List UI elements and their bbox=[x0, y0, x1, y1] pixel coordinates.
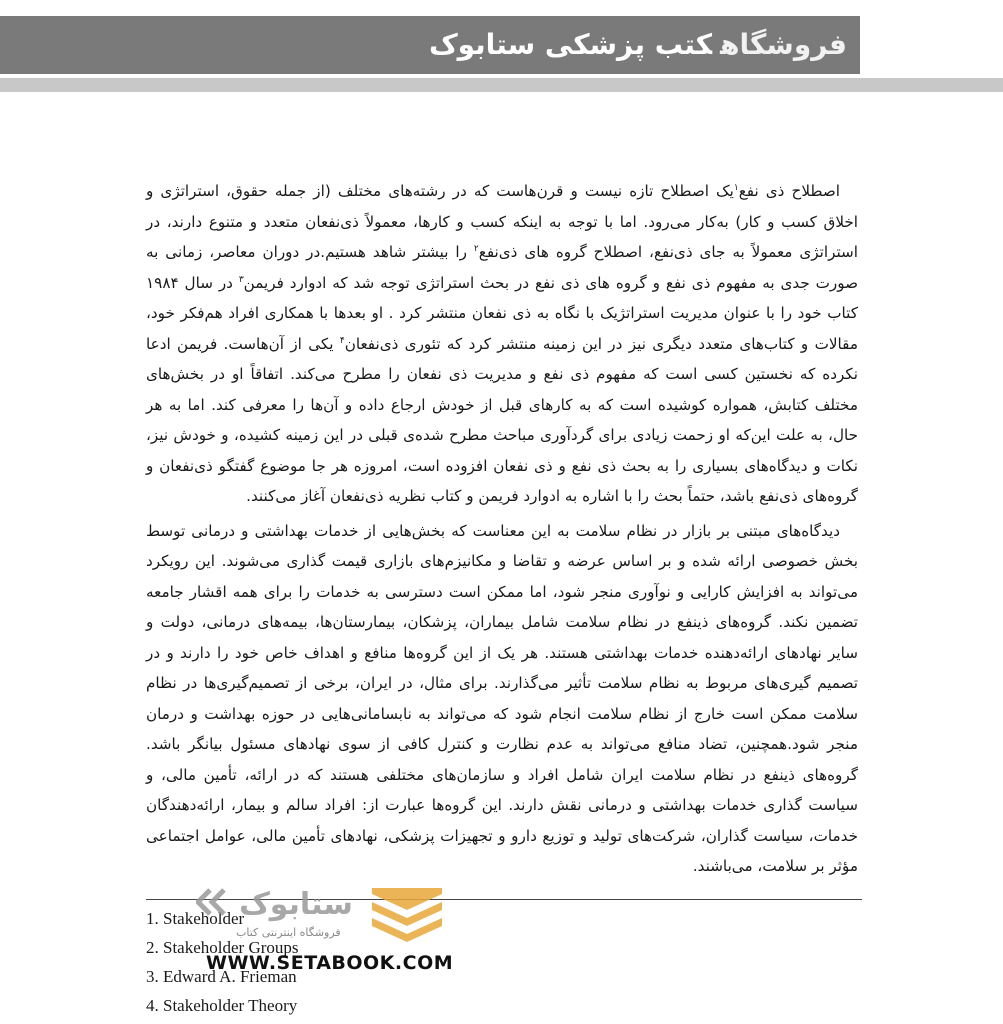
footnote-4: 4. Stakeholder Theory bbox=[146, 996, 298, 1015]
footnote-ref-3[interactable]: ۳ bbox=[238, 274, 244, 285]
paragraph-2 bbox=[146, 516, 858, 882]
footnote-3: 3. Edward A. Frieman bbox=[146, 967, 297, 986]
page-header-title bbox=[429, 20, 847, 70]
footnote-2: 2. Stakeholder Groups bbox=[146, 938, 299, 957]
paragraph-1 bbox=[146, 176, 858, 512]
text-segment: یک اصطلاح تازه نیست و قرن‌هاست که در رشته‌های مختلف (از جمله حقوق، استراتژی و اخلاق کسب و کار) به‌کار می‌رود. اما با توجه به اینکه کسب و کارها، معمولاً ذی‌نفعان متعدد و متنوع دارند، در استراتژی معمولاً به جای ذی‌نفع، اصطلاح گروه های ذی‌نفع bbox=[146, 182, 858, 261]
watermark-url: WWW.SETABOOK.COM bbox=[206, 952, 454, 974]
text-segment: اصطلاح ذی نفع bbox=[738, 182, 840, 200]
header-title-text: کتب پزشکی ستابوک bbox=[428, 28, 713, 61]
watermark-logo-text: ستابوک bbox=[239, 887, 353, 922]
footnote-ref-1[interactable]: ۱ bbox=[733, 182, 739, 193]
header-kicker: فروشگاه bbox=[720, 28, 847, 61]
watermark-subtitle: فروشگاه اینترنتی کتاب bbox=[236, 926, 341, 939]
chevron-arrows-icon bbox=[198, 890, 224, 914]
header-underline bbox=[0, 78, 1003, 92]
footnote-ref-2[interactable]: ۲ bbox=[473, 243, 479, 254]
text-segment: یکی از آن‌هاست. فریمن ادعا نکرده که نخستین کسی است که مفهوم ذی نفع و مدیریت ذی نفعان را مطرح می‌کند. اتفاقاً او در بخش‌های مختلف کتابش، همواره کوشیده است که به کارهای قبل از خودش ارجاع داده و آن‌ها را معرفی کند. اما به هر حال، به علت این‌که او زحمت زیادی برای گردآوری مباحث مطرح شده‌ی قبلی در این زمینه کشیده، و خودش نیز، نکات و دیدگاه‌های بسیاری را به بحث ذی نفع و ذی نفعان افزوده است، امروزه هر جا موضوع گفتگو ذی‌نفعان و گروه‌های ذی‌نفع باشد، حتماً بحث را با اشاره به ادوارد فریمن و کتاب نظریه ذی‌نفعان آغاز می‌کنند. bbox=[146, 334, 858, 505]
text-segment: را بیشتر شاهد هستیم.در دوران معاصر، زمانی به صورت جدی به مفهوم ذی نفع و گروه های ذی نفع در بحث استراتژی توجه شد که ادوارد فریمن bbox=[146, 243, 859, 292]
book-stack-icon bbox=[372, 888, 442, 942]
footnote-ref-4[interactable]: ۴ bbox=[339, 335, 345, 346]
body-text bbox=[146, 176, 858, 886]
text-segment: در سال ۱۹۸۴ کتاب خود را با عنوان مدیریت استراتژیک با نگاه به ذی نفعان منتشر کرد . او بعدها با همکاری افراد هم‌فکر خود، مقالات و کتاب‌های متعدد دیگری نیز در این زمینه منتشر کرد که تئوری ذی‌نفعان bbox=[146, 273, 859, 353]
text-segment: دیدگاه‌های مبتنی بر بازار در نظام سلامت به این معناست که بخش‌هایی از خدمات بهداشتی و درمانی توسط بخش خصوصی ارائه شده و بر اساس عرضه و تقاضا و مکانیزم‌های بازاری قیمت گذاری می‌شوند. این رویکرد می‌تواند به افزایش کارایی و نوآوری منجر شود، اما ممکن است دسترسی به خدمات را برای همه اقشار جامعه تضمین نکند. گروه‌های ذینفع در نظام سلامت شامل بیماران، پزشکان، بیمارستان‌ها، بیمه‌های درمانی، دولت و سایر نهادهای ارائه‌دهنده خدمات بهداشتی هستند. هر یک از این گروه‌ها منافع و اهداف خاص خود را دارند و در تصمیم گیری‌های مربوط به نظام سلامت تأثیر می‌گذارند. برای مثال، در ایران، برخی از تصمیم‌گیری‌ها در نظام سلامت ممکن است خارج از نظام سلامت انجام شود که می‌تواند به نابسامانی‌هایی در حوزه بهداشت و درمان منجر شود.همچنین، تضاد منافع می‌تواند به عدم نظارت و کنترل کافی از سوی نهادهای مسئول بیانگر باشد. گروه‌های ذینفع در نظام سلامت ایران شامل افراد و سازمان‌های مختلفی هستند که در ارائه، تأمین مالی، و سیاست گذاری خدمات بهداشتی و درمانی نقش دارند. این گروه‌ها عبارت از: افراد سالم و بیمار، ارائه‌دهندگان خدمات، سیاست گذاران، شرکت‌های تولید و توزیع دارو و تجهیزات پزشکی، نهادهای تأمین مالی، عوامل اجتماعی مؤثر بر سلامت، می‌باشند. bbox=[146, 521, 858, 875]
footnote-1: 1. Stakeholder bbox=[146, 909, 245, 928]
